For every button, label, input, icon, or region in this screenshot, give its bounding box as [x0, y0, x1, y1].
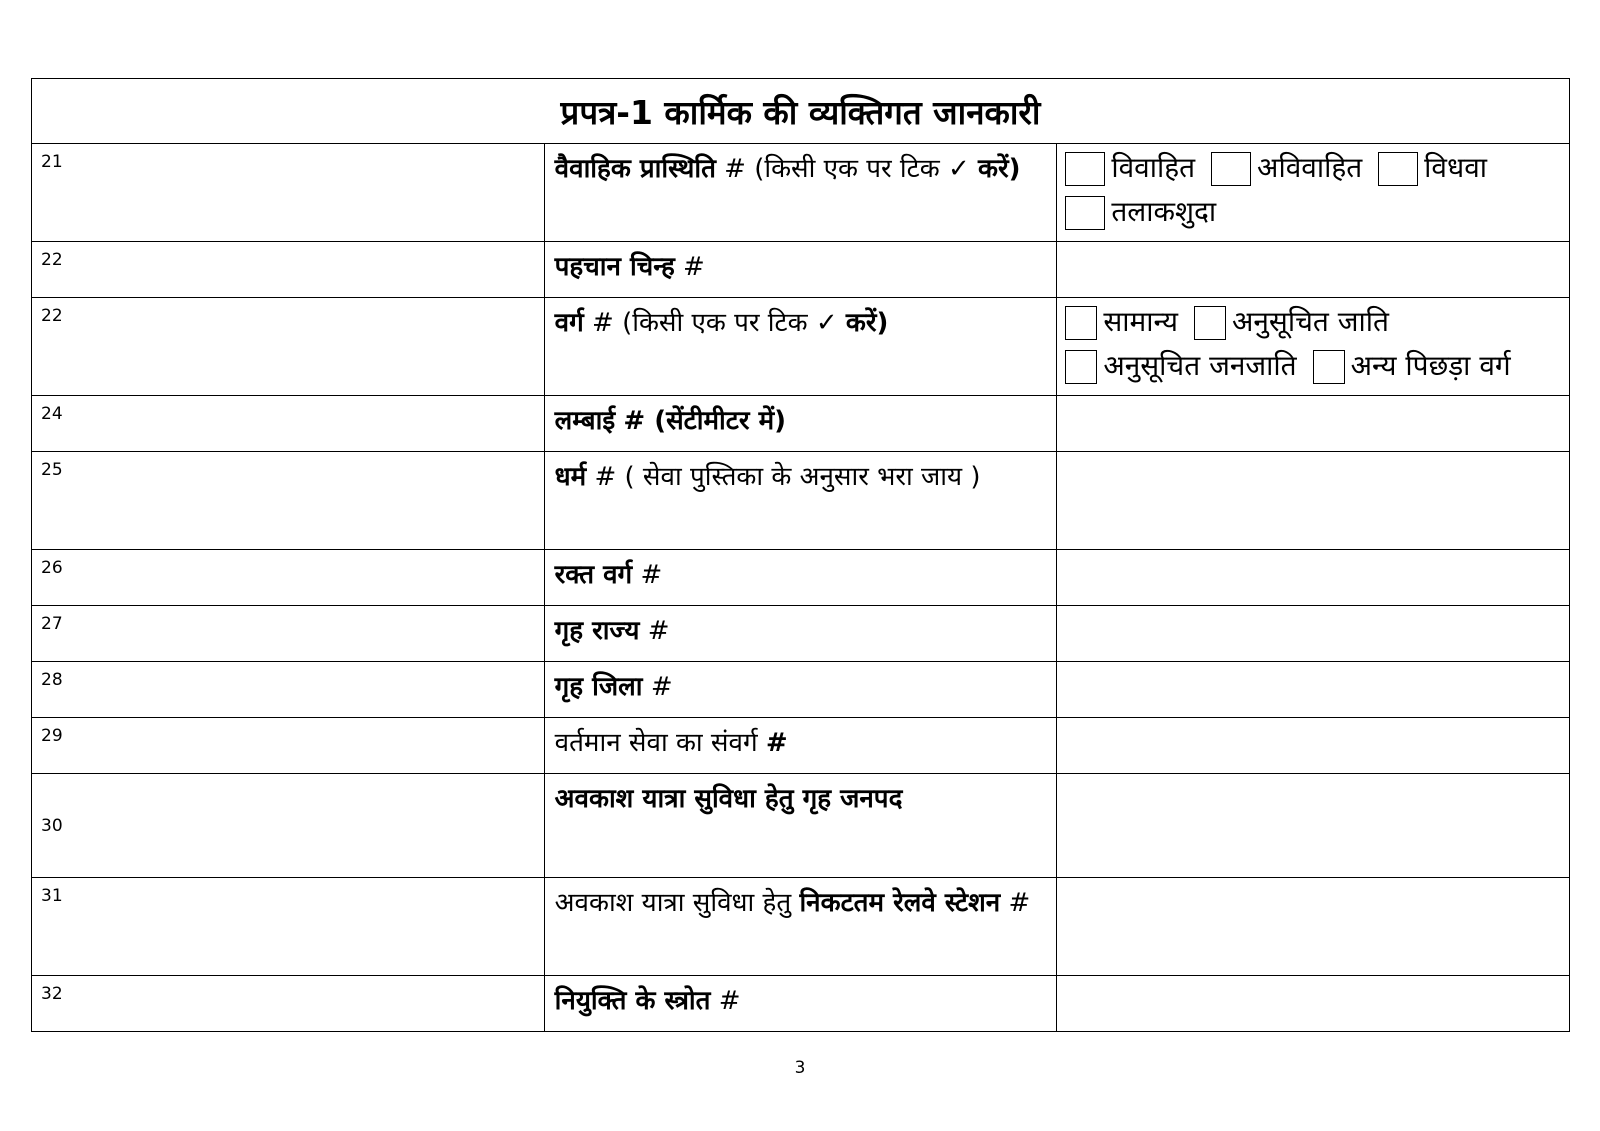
- field-label-nearest-station: अवकाश यात्रा सुविधा हेतु निकटतम रेलवे स्टेशन #: [544, 878, 1057, 976]
- field-label-height: लम्बाई # (सेंटीमीटर में): [544, 396, 1057, 452]
- appointment-source-input[interactable]: [1057, 976, 1570, 1032]
- table-row: [32, 550, 1570, 606]
- field-label-appointment-source: नियुक्ति के स्त्रोत #: [544, 976, 1057, 1032]
- table-row: [32, 662, 1570, 718]
- row-number: 26: [32, 550, 545, 606]
- row-number: 24: [32, 396, 545, 452]
- row-number: 21: [32, 144, 545, 242]
- row-number: 27: [32, 606, 545, 662]
- checkbox-widow[interactable]: [1378, 152, 1418, 186]
- nearest-station-input[interactable]: [1057, 878, 1570, 976]
- ltc-home-district-input[interactable]: [1057, 774, 1570, 878]
- identification-mark-input[interactable]: [1057, 242, 1570, 298]
- tick-icon: ✓: [815, 308, 838, 338]
- table-row: [32, 774, 1570, 878]
- marital-status-options: विवाहित अविवाहित विधवातलाकशुदा: [1057, 144, 1570, 242]
- field-label-service-cadre: वर्तमान सेवा का संवर्ग #: [544, 718, 1057, 774]
- table-row: [32, 606, 1570, 662]
- table-row: [32, 242, 1570, 298]
- blood-group-input[interactable]: [1057, 550, 1570, 606]
- row-number: 25: [32, 452, 545, 550]
- field-label-category: वर्ग # (किसी एक पर टिक ✓ करें): [544, 298, 1057, 396]
- row-number: 30: [32, 774, 545, 878]
- tick-icon: ✓: [947, 154, 970, 184]
- home-state-input[interactable]: [1057, 606, 1570, 662]
- service-cadre-input[interactable]: [1057, 718, 1570, 774]
- field-label-religion: धर्म # ( सेवा पुस्तिका के अनुसार भरा जाय ): [544, 452, 1057, 550]
- table-row: [32, 976, 1570, 1032]
- height-input[interactable]: [1057, 396, 1570, 452]
- row-number: 29: [32, 718, 545, 774]
- row-number: 22: [32, 298, 545, 396]
- category-options: सामान्य अनुसूचित जातिअनुसूचित जनजाति अन्य पिछड़ा वर्ग: [1057, 298, 1570, 396]
- checkbox-divorced[interactable]: [1065, 196, 1105, 230]
- checkbox-st[interactable]: [1065, 350, 1097, 384]
- checkbox-unmarried[interactable]: [1211, 152, 1251, 186]
- table-row: [32, 718, 1570, 774]
- row-number: 28: [32, 662, 545, 718]
- page-number: 3: [794, 1058, 806, 1078]
- field-label-ltc-home-district: अवकाश यात्रा सुविधा हेतु गृह जनपद: [544, 774, 1057, 878]
- checkbox-sc[interactable]: [1194, 306, 1226, 340]
- checkbox-married[interactable]: [1065, 152, 1105, 186]
- field-label-blood-group: रक्त वर्ग #: [544, 550, 1057, 606]
- field-label-home-district: गृह जिला #: [544, 662, 1057, 718]
- field-label-identification-mark: पहचान चिन्ह #: [544, 242, 1057, 298]
- checkbox-general[interactable]: [1065, 306, 1097, 340]
- row-number: 32: [32, 976, 545, 1032]
- table-row: [32, 298, 1570, 396]
- field-label-home-state: गृह राज्य #: [544, 606, 1057, 662]
- table-row: [32, 396, 1570, 452]
- table-row: [32, 878, 1570, 976]
- personal-info-form-table: [31, 78, 1570, 1032]
- home-district-input[interactable]: [1057, 662, 1570, 718]
- form-title: प्रपत्र-1 कार्मिक की व्यक्तिगत जानकारी: [32, 79, 1570, 144]
- table-row: [32, 144, 1570, 242]
- row-number: 22: [32, 242, 545, 298]
- table-row: [32, 452, 1570, 550]
- religion-input[interactable]: [1057, 452, 1570, 550]
- field-label-marital-status: वैवाहिक प्रास्थिति # (किसी एक पर टिक ✓ करें): [544, 144, 1057, 242]
- checkbox-obc[interactable]: [1313, 350, 1345, 384]
- row-number: 31: [32, 878, 545, 976]
